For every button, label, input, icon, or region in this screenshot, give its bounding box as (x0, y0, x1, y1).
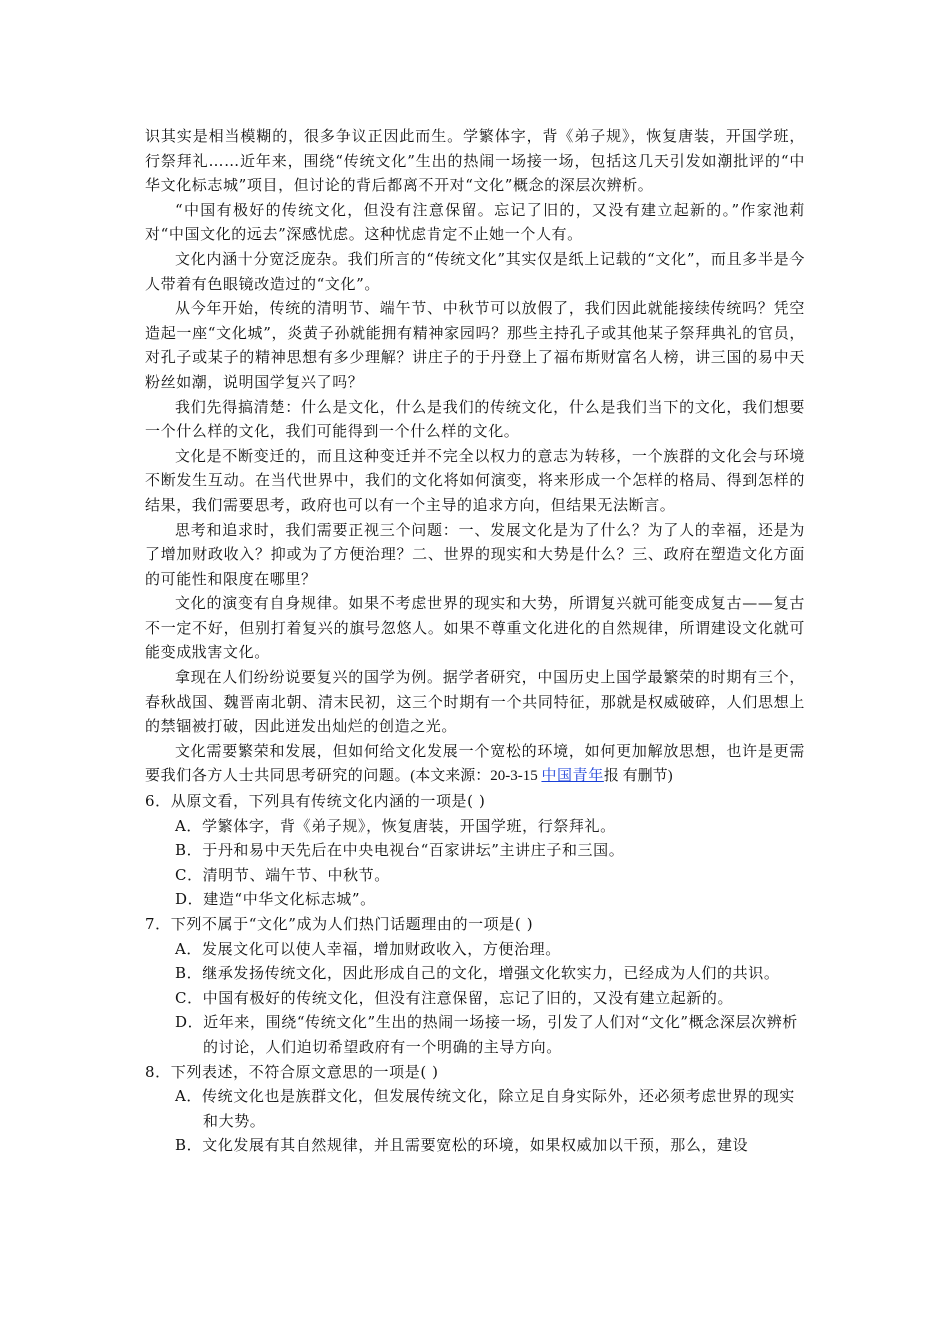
paragraph-6: 文化是不断变迁的，而且这种变迁并不完全以权力的意志为转移，一个族群的文化会与环境不断发生互动。在当代世界中，我们的文化将如何演变，将来形成一个怎样的格局、得到怎样的结果，我们需要思考，政府也可以有一个主导的追求方向，但结果无法断言。 (145, 446, 805, 514)
question-8-option-a: A．传统文化也是族群文化，但发展传统文化，除立足自身实际外，还必须考虑世界的现实和大势。 (175, 1087, 795, 1130)
question-7-option-c: C．中国有极好的传统文化，但没有注意保留，忘记了旧的，又没有建立起新的。 (175, 988, 734, 1007)
paragraph-9: 拿现在人们纷纷说要复兴的国学为例。据学者研究，中国历史上国学最繁荣的时期有三个，春秋战国、魏晋南北朝、清末民初，这三个时期有一个共同特征，那就是权威破碎，人们思想上的禁锢被打破，因此迸发出灿烂的创造之光。 (145, 668, 805, 736)
question-7-option-a: A．发展文化可以使人幸福，增加财政收入，方便治理。 (175, 939, 561, 958)
paragraph-2: “中国有极好的传统文化，但没有注意保留。忘记了旧的，又没有建立起新的。”作家池莉对“中国文化的远去”深感忧虑。这种忧虑肯定不止她一个人有。 (145, 200, 805, 244)
question-6-option-a: A．学繁体字，背《弟子规》，恢复唐装，开国学班，行祭拜礼。 (175, 816, 616, 835)
source-prefix: (本文来源：20-3-15 (410, 768, 542, 785)
paragraph-10 (145, 739, 805, 789)
question-8-option-b: B．文化发展有其自然规律，并且需要宽松的环境，如果权威加以干预，那么，建设 (175, 1136, 749, 1155)
paragraph-8: 文化的演变有自身规律。如果不考虑世界的现实和大势，所谓复兴就可能变成复古——复古不一定不好，但别打着复兴的旗号忽悠人。如果不尊重文化进化的自然规律，所谓建设文化就可能变成戕害文化。 (145, 594, 805, 662)
paragraph-3: 文化内涵十分宽泛庞杂。我们所言的“传统文化”其实仅是纸上记载的“文化”，而且多半是今人带着有色眼镜改造过的“文化”。 (145, 249, 805, 293)
paragraph-5: 我们先得搞清楚：什么是文化，什么是我们的传统文化，什么是我们当下的文化，我们想要一个什么样的文化，我们可能得到一个什么样的文化。 (145, 397, 805, 441)
question-7-option-d: D．近年来，围绕“传统文化”生出的热闹一场接一场，引发了人们对“文化”概念深层次辨析的讨论，人们迫切希望政府有一个明确的主导方向。 (175, 1013, 798, 1056)
question-6-stem: 6．从原文看，下列具有传统文化内涵的一项是( ) (145, 792, 486, 811)
paragraph-1: 识其实是相当模糊的，很多争议正因此而生。学繁体字，背《弟子规》，恢复唐装，开国学班，行祭拜礼……近年来，围绕“传统文化”生出的热闹一场接一场，包括这几天引发如潮批评的“中华文化标志城”项目，但讨论的背后都离不开对“文化”概念的深层次辨析。 (145, 127, 805, 195)
source-suffix: 报 有删节) (603, 768, 673, 785)
paragraph-4: 从今年开始，传统的清明节、端午节、中秋节可以放假了，我们因此就能接续传统吗？凭空造起一座“文化城”，炎黄子孙就能拥有精神家园吗？那些主持孔子或其他某子祭拜典礼的官员，对孔子或某子的精神思想有多少理解？讲庄子的于丹登上了福布斯财富名人榜，讲三国的易中天粉丝如潮，说明国学复兴了吗？ (145, 299, 805, 391)
question-8-stem: 8．下列表述，不符合原文意思的一项是( ) (145, 1062, 439, 1081)
question-7-stem: 7．下列不属于“文化”成为人们热门话题理由的一项是( ) (145, 915, 534, 933)
question-7-option-b: B．继承发扬传统文化，因此形成自己的文化，增强文化软实力，已经成为人们的共识。 (175, 964, 780, 983)
paragraph-7: 思考和追求时，我们需要正视三个问题：一、发展文化是为了什么？为了人的幸福，还是为了增加财政收入？抑或为了方便治理？二、世界的现实和大势是什么？三、政府在塑造文化方面的可能性和限度在哪里？ (145, 520, 805, 588)
source-link[interactable]: 中国青年 (541, 766, 604, 785)
question-6-option-c: C．清明节、端午节、中秋节。 (175, 865, 390, 884)
question-6-option-b: B．于丹和易中天先后在中央电视台“百家讲坛”主讲庄子和三国。 (175, 841, 625, 860)
paragraph-10-text: 文化需要繁荣和发展，但如何给文化发展一个宽松的环境，如何更加解放思想，也许是更需要我们各方人士共同思考研究的问题。 (145, 741, 805, 785)
document-page (145, 124, 805, 1158)
question-6-option-d: D．建造“中华文化标志城”。 (175, 890, 376, 909)
